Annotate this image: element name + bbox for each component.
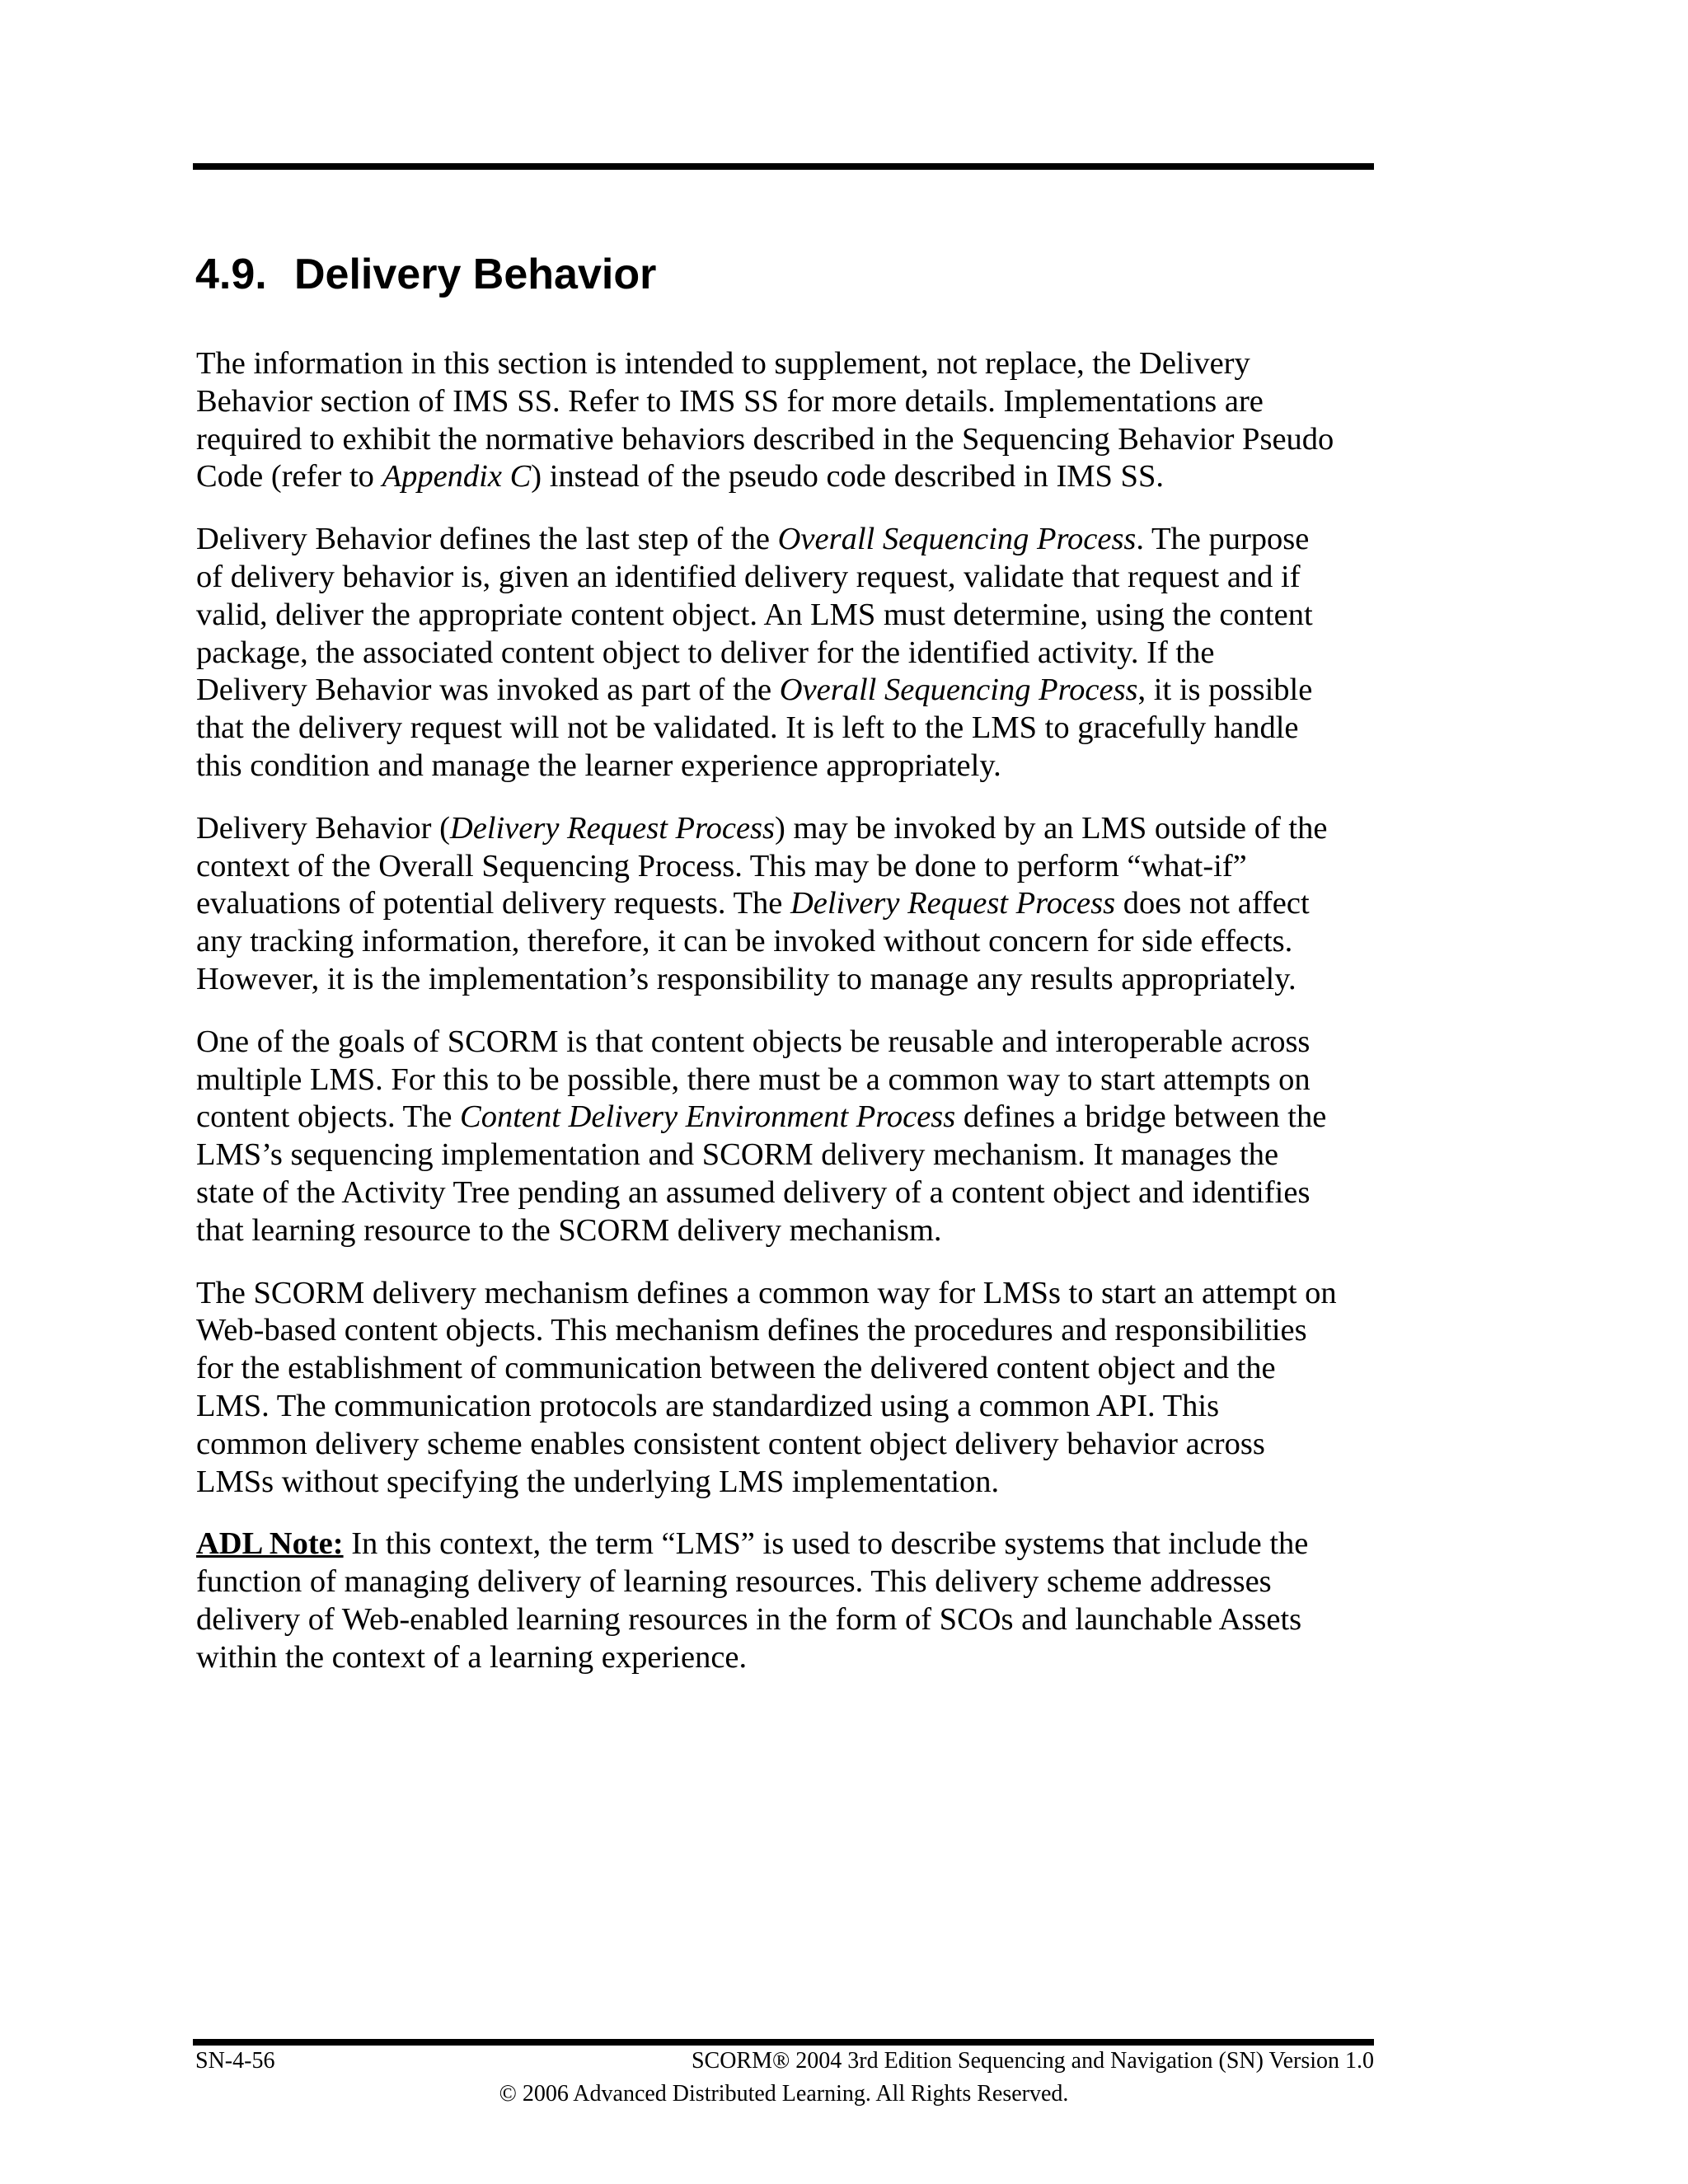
text-run: this condition and manage the learner experience appropriately.: [196, 748, 1001, 783]
text-run: ) may be invoked by an LMS outside of the: [775, 810, 1328, 846]
text-line: [196, 345, 1383, 383]
text-line: [196, 1312, 1383, 1350]
text-line: [196, 1024, 1383, 1062]
note-label: ADL Note:: [196, 1526, 344, 1562]
text-run: Web-based content objects. This mechanism defines the procedures and responsibilities: [196, 1313, 1307, 1348]
text-line: [196, 597, 1383, 635]
footer-rule: [193, 2039, 1374, 2046]
text-line: [196, 1137, 1383, 1174]
text-line: [196, 1099, 1383, 1137]
text-run: Delivery Behavior (: [196, 810, 450, 846]
body-paragraph: [196, 345, 1383, 496]
text-run: content objects. The: [196, 1099, 461, 1135]
text-line: [196, 559, 1383, 597]
text-run: delivery of Web-enabled learning resources in the form of SCOs and launchable Assets: [196, 1601, 1302, 1637]
text-line: [196, 1350, 1383, 1388]
text-line: [196, 1639, 1383, 1677]
text-run: Delivery Behavior defines the last step of the: [196, 522, 778, 557]
body-paragraph: [196, 810, 1383, 999]
text-line: [196, 710, 1383, 748]
text-line: [196, 1388, 1383, 1426]
text-run: One of the goals of SCORM is that content objects be reusable and interoperable across: [196, 1024, 1311, 1059]
text-line: [196, 672, 1383, 710]
text-run: LMS. The communication protocols are standardized using a common API. This: [196, 1388, 1220, 1423]
text-run: LMSs without specifying the underlying LMS implementation.: [196, 1464, 1000, 1499]
text-run: . The purpose: [1136, 522, 1310, 557]
text-line: [196, 961, 1383, 999]
footer-copyright: © 2006 Advanced Distributed Learning. All Rights Reserved.: [499, 2081, 1069, 2107]
italic-term: Delivery Request Process: [790, 886, 1116, 921]
italic-term: Content Delivery Environment Process: [460, 1099, 956, 1135]
text-run: any tracking information, therefore, it can be invoked without concern for side effects.: [196, 924, 1293, 959]
text-run: ) instead of the pseudo code described in IMS SS.: [531, 459, 1164, 494]
text-line: [196, 810, 1383, 848]
text-run: However, it is the implementation’s responsibility to manage any results appropriately.: [196, 961, 1296, 996]
section-heading: [195, 246, 656, 303]
body-paragraph: [196, 1526, 1383, 1676]
italic-term: Appendix C: [382, 459, 532, 494]
text-run: Delivery Behavior was invoked as part of the: [196, 673, 780, 708]
text-run: defines a bridge between the: [955, 1099, 1327, 1135]
section-title: Delivery Behavior: [294, 251, 657, 298]
text-line: [196, 421, 1383, 459]
text-line: [196, 383, 1383, 421]
text-run: , it is possible: [1137, 673, 1313, 708]
text-run: package, the associated content object to deliver for the identified activity. If the: [196, 635, 1215, 670]
text-line: [196, 521, 1383, 559]
text-run: Behavior section of IMS SS. Refer to IMS SS for more details. Implementations are: [196, 383, 1264, 419]
text-run: within the context of a learning experience.: [196, 1639, 748, 1675]
text-run: does not affect: [1115, 886, 1310, 921]
text-run: Code (refer to: [196, 459, 382, 494]
text-run: evaluations of potential delivery requests. The: [196, 886, 790, 921]
text-line: [196, 1275, 1383, 1313]
text-line: [196, 748, 1383, 785]
text-run: valid, deliver the appropriate content object. An LMS must determine, using the content: [196, 597, 1313, 632]
text-line: [196, 1426, 1383, 1464]
text-run: The SCORM delivery mechanism defines a common way for LMSs to start an attempt on: [196, 1275, 1337, 1310]
body-paragraph: [196, 1024, 1383, 1250]
italic-term: Delivery Request Process: [449, 810, 776, 846]
section-number: 4.9.: [195, 251, 267, 298]
text-run: required to exhibit the normative behaviors described in the Sequencing Behavior Pseudo: [196, 421, 1334, 457]
text-run: that the delivery request will not be validated. It is left to the LMS to gracefully handle: [196, 710, 1299, 746]
text-line: [196, 1174, 1383, 1212]
body-paragraph: [196, 1275, 1383, 1502]
footer-page-number: SN-4-56: [195, 2048, 275, 2074]
text-run: for the establishment of communication between the delivered content object and the: [196, 1351, 1276, 1386]
text-run: In this context, the term “LMS” is used to describe systems that include the: [343, 1526, 1309, 1562]
body-paragraph: [196, 521, 1383, 785]
text-line: [196, 1601, 1383, 1639]
text-run: common delivery scheme enables consistent content object delivery behavior across: [196, 1426, 1265, 1461]
header-rule: [193, 163, 1374, 170]
text-line: [196, 1563, 1383, 1601]
text-line: [196, 848, 1383, 886]
text-run: that learning resource to the SCORM delivery mechanism.: [196, 1212, 942, 1248]
text-line: [196, 1464, 1383, 1502]
text-line: [196, 885, 1383, 923]
italic-term: Overall Sequencing Process: [777, 522, 1137, 557]
section-body: [196, 345, 1383, 1702]
text-line: [196, 1526, 1383, 1563]
italic-term: Overall Sequencing Process: [779, 673, 1138, 708]
text-line: [196, 923, 1383, 961]
text-run: multiple LMS. For this to be possible, there must be a common way to start attempts on: [196, 1062, 1311, 1097]
text-line: [196, 635, 1383, 673]
text-run: state of the Activity Tree pending an assumed delivery of a content object and identifies: [196, 1174, 1311, 1210]
text-run: function of managing delivery of learning resources. This delivery scheme addresses: [196, 1564, 1272, 1600]
text-line: [196, 1062, 1383, 1099]
text-run: of delivery behavior is, given an identified delivery request, validate that request and if: [196, 559, 1301, 594]
text-run: The information in this section is intended to supplement, not replace, the Delivery: [196, 346, 1250, 381]
footer-document-title: SCORM® 2004 3rd Edition Sequencing and Navigation (SN) Version 1.0: [691, 2048, 1374, 2074]
text-line: [196, 1212, 1383, 1250]
text-run: context of the Overall Sequencing Process. This may be done to perform “what-if”: [196, 848, 1247, 883]
text-line: [196, 458, 1383, 496]
text-run: LMS’s sequencing implementation and SCORM delivery mechanism. It manages the: [196, 1137, 1279, 1173]
